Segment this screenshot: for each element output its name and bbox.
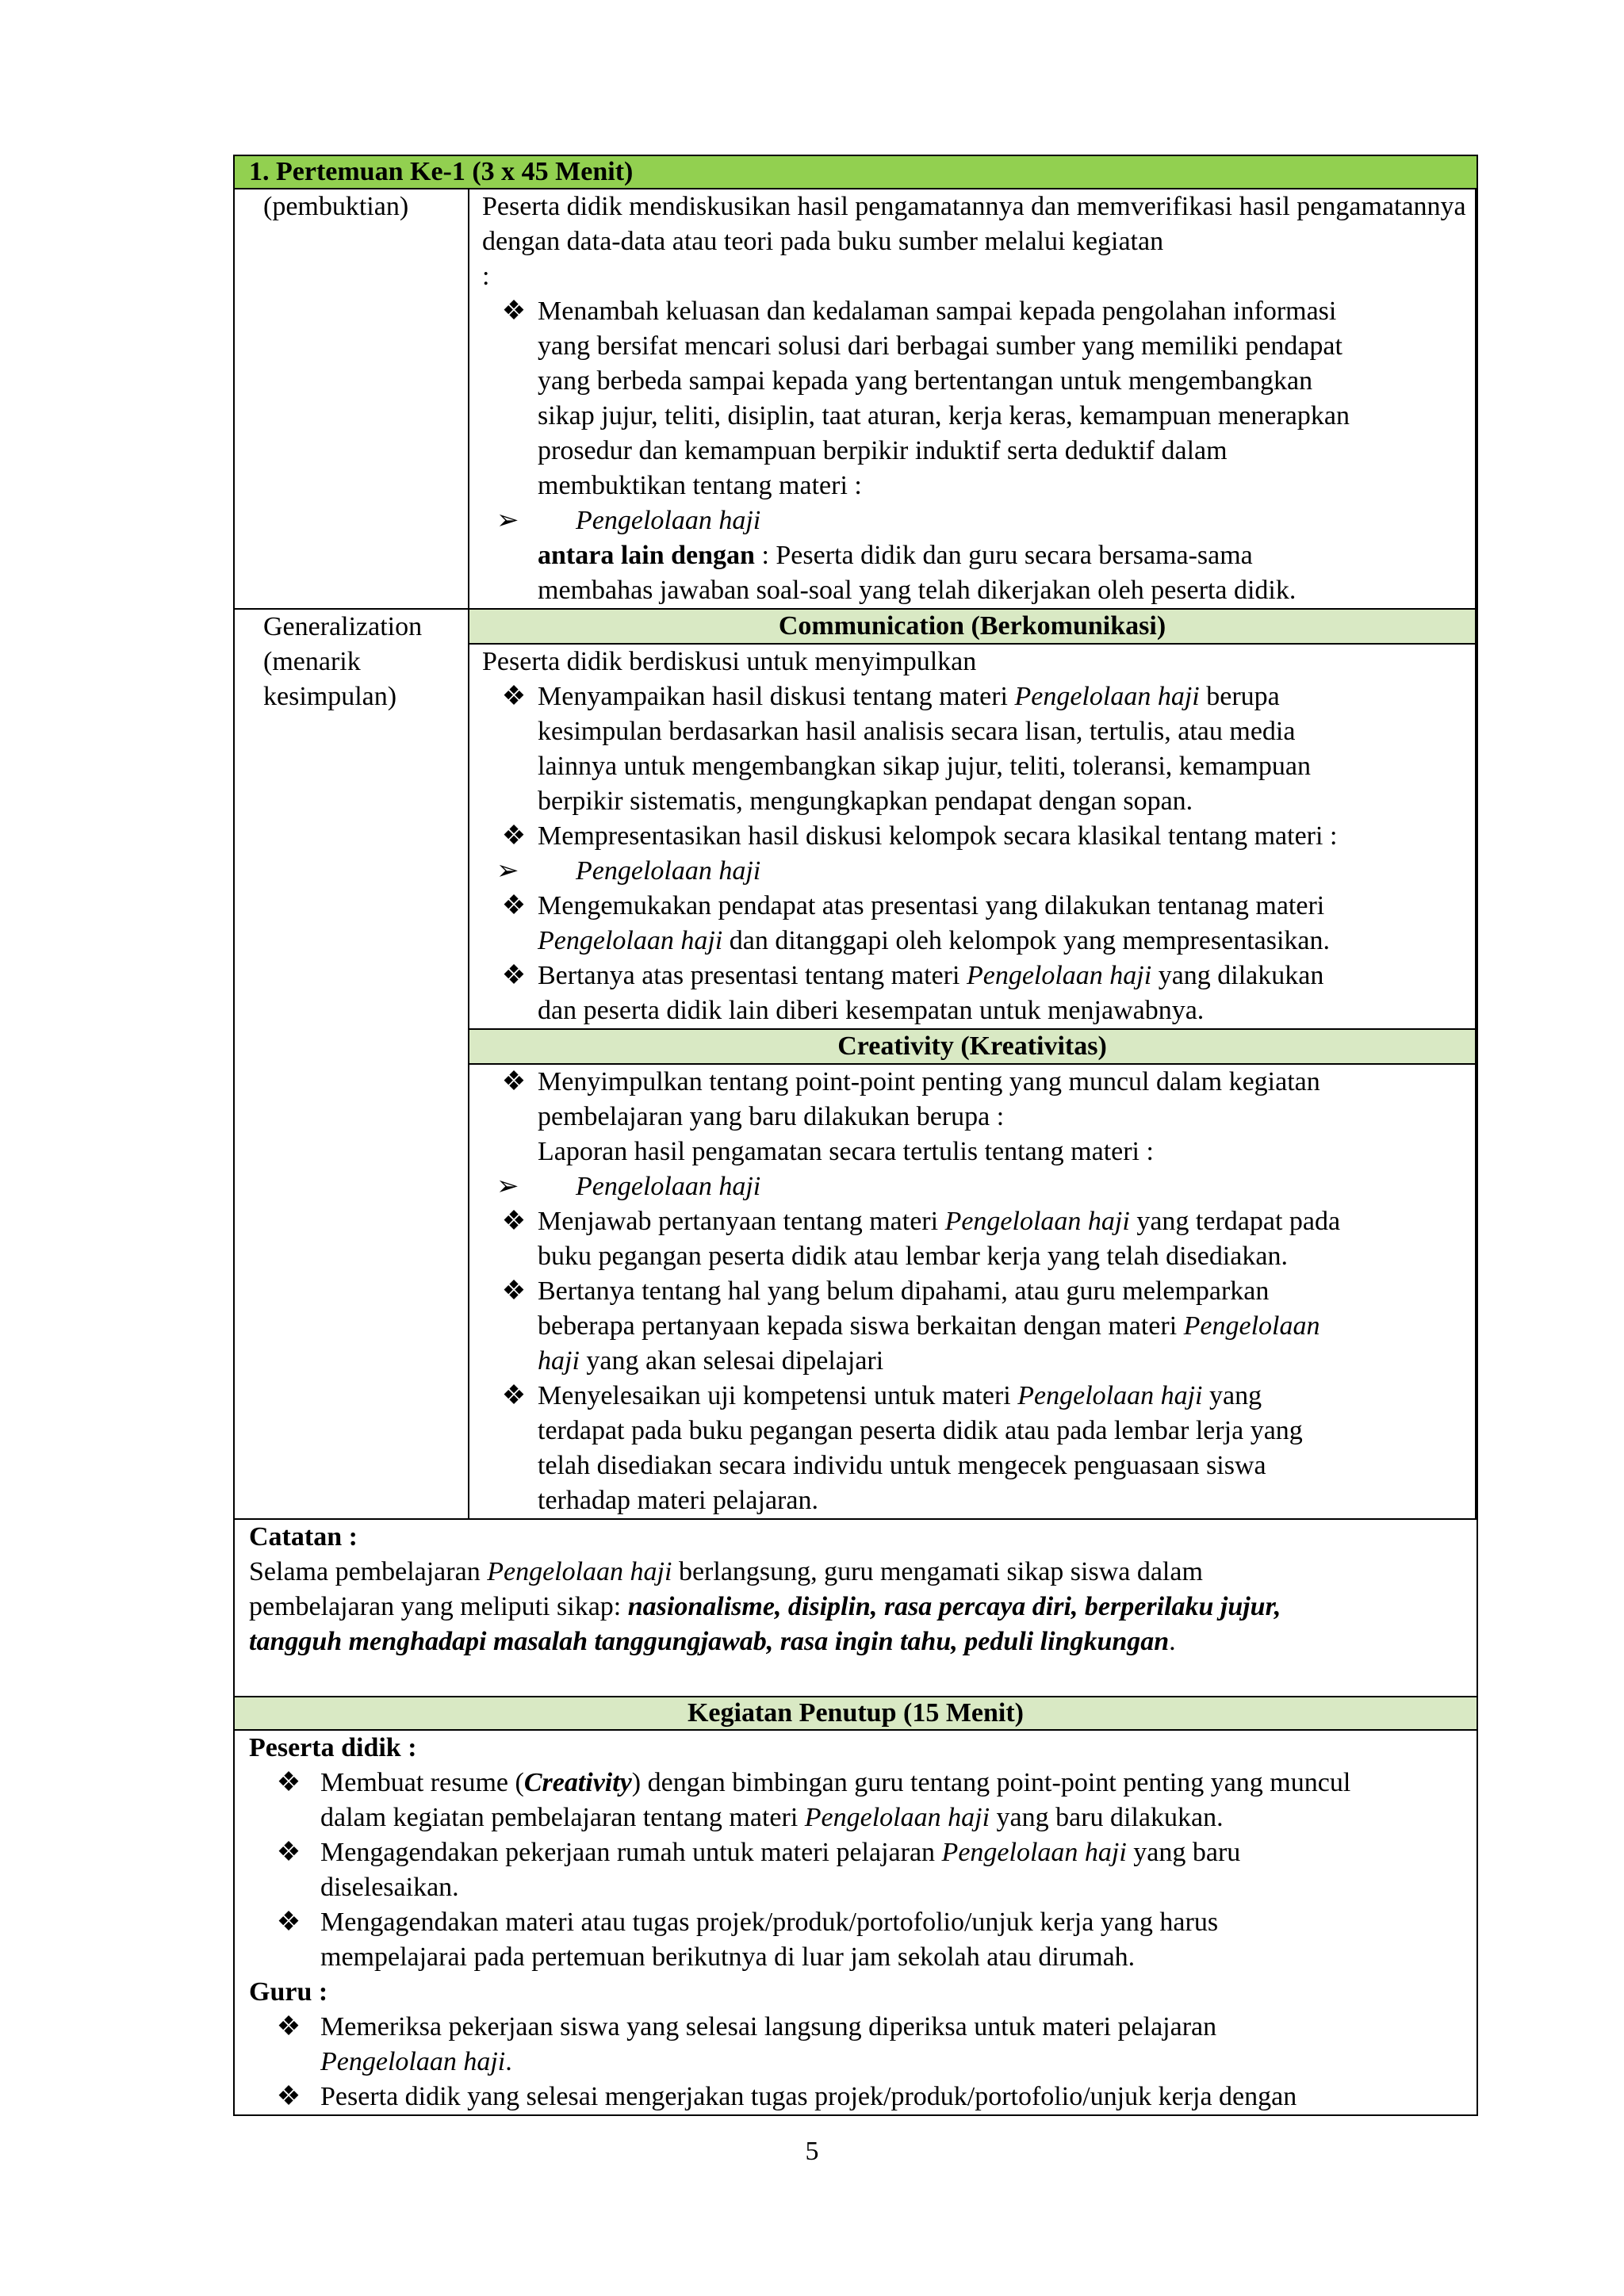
communication-header: Communication (Berkomunikasi) (469, 610, 1475, 645)
list-item: ❖ Mempresentasikan hasil diskusi kelompok secara klasikal tentang materi : (469, 819, 1475, 854)
list-item: ❖ Bertanya tentang hal yang belum dipahami, atau guru melemparkan beberapa pertanyaan kepada siswa berkaitan dengan materi Pengelolaan haji yang akan selesai dipelajari (469, 1274, 1475, 1379)
penutup-section (235, 1731, 1477, 2114)
generalization-row (235, 608, 1477, 1518)
sub-list-item: ➢ Pengelolaan haji (469, 1169, 1475, 1204)
lesson-table-outer (233, 155, 1478, 2116)
bullet-diamond-icon: ❖ (276, 2082, 301, 2111)
penutup-header: Kegiatan Penutup (15 Menit) (235, 1696, 1477, 1731)
list-item: ❖ Mengemukakan pendapat atas presentasi yang dilakukan tentanag materi Pengelolaan haji dan ditanggapi oleh kelompok yang mempresentasikan. (469, 889, 1475, 959)
bullet-diamond-icon: ❖ (501, 821, 527, 851)
arrow-bullet-icon: ➢ (496, 1172, 519, 1201)
bullet-diamond-icon: ❖ (501, 1381, 527, 1410)
bullet-diamond-icon: ❖ (276, 1768, 301, 1797)
lesson-plan-table (233, 155, 1478, 2116)
sub-list-item: ➢ Pengelolaan haji (469, 854, 1475, 889)
generalization-label: Generalization (menarik kesimpulan) (235, 610, 469, 1518)
catatan-section: Catatan : Selama pembelajaran Pengelolaan haji berlangsung, guru mengamati sikap siswa dalam pembelajaran yang meliputi sikap: nasionalisme, disiplin, rasa percaya diri, berperilaku jujur, tangguh menghadapi masalah tanggungjawab, rasa ingin tahu, peduli lingkungan. (235, 1518, 1477, 1696)
generalization-content: Communication (Berkomunikasi) Peserta didik berdiskusi untuk menyimpulkan ❖ Menyampaikan hasil diskusi tentang materi Pengelolaan haji berupa kesimpulan berdasarkan hasil analisis secara lisan, tertulis, atau media lainnya untuk mengembangkan sikap jujur, teliti, toleransi, kemampuan berpikir sistematis, mengungkapkan pendapat dengan sopan. ❖ Mempresentasikan hasil diskusi kelompok secara klasikal tentang materi : ➢ Pengelolaan haji ❖ Mengemukakan pendapat atas presentasi yang dilakukan tentanag materi Pengelolaan haji dan ditanggapi oleh kelompok yang mempresentasikan. ❖ Bertanya atas presentasi tentang materi Pengelolaan haji yang dilakukan dan peserta didik lain diberi kesempatan untuk menjawabnya. Creativity (Kreativitas) ❖ Menyimpulkan tentang point-point penting yang muncul dalam kegiatan pembelajaran yang baru dilakukan berupa : Laporan hasil pengamatan secara tertulis tentang materi : ➢ Pengelolaan haji ❖ Menjawab pertanyaan tentang materi Pengelolaan haji yang terdapat pada buku pegangan peserta didik atau lembar kerja yang telah disediakan. ❖ Bertanya tentang hal yang belum dipahami, atau guru melemparkan beberapa pertanyaan kepada siswa berkaitan dengan materi Pengelolaan haji yang akan selesai dipelajari ❖ Menyelesaikan uji kompetensi untuk materi Pengelolaan haji yang terdapat pada buku pegangan peserta didik atau pada lembar lerja yang telah disediakan secara individu untuk mengecek penguasaan siswa terhadap materi pelajaran. (469, 610, 1477, 1518)
list-item: ❖ Menyimpulkan tentang point-point penting yang muncul dalam kegiatan pembelajaran yang baru dilakukan berupa : Laporan hasil pengamatan secara tertulis tentang materi : (469, 1065, 1475, 1169)
list-item: ❖ Menyampaikan hasil diskusi tentang materi Pengelolaan haji berupa kesimpulan berdasarkan hasil analisis secara lisan, tertulis, atau media lainnya untuk mengembangkan sikap jujur, teliti, toleransi, kemampuan berpikir sistematis, mengungkapkan pendapat dengan sopan. (469, 679, 1475, 819)
list-item: ❖ Menyelesaikan uji kompetensi untuk materi Pengelolaan haji yang terdapat pada buku pegangan peserta didik atau pada lembar lerja yang telah disediakan secara individu untuk mengecek penguasaan siswa terhadap materi pelajaran. (469, 1379, 1475, 1518)
bullet-diamond-icon: ❖ (501, 682, 527, 711)
list-item: ❖ Mengagendakan pekerjaan rumah untuk materi pelajaran Pengelolaan haji yang baru diselesaikan. (249, 1835, 1461, 1905)
peserta-didik-title: Peserta didik : (249, 1733, 417, 1762)
bullet-diamond-icon: ❖ (501, 1276, 527, 1306)
antara-text: antara lain dengan : Peserta didik dan guru secara bersama-sama (538, 541, 1253, 570)
sub-list-item: ➢ Pengelolaan haji (469, 503, 1475, 538)
pembuktian-row (235, 189, 1477, 608)
arrow-bullet-icon: ➢ (496, 856, 519, 886)
list-item: ❖ Menjawab pertanyaan tentang materi Pengelolaan haji yang terdapat pada buku pegangan peserta didik atau lembar kerja yang telah disediakan. (469, 1204, 1475, 1274)
list-item: ❖ Peserta didik yang selesai mengerjakan tugas projek/produk/portofolio/unjuk kerja dengan (249, 2080, 1461, 2114)
list-item: ❖ Memeriksa pekerjaan siswa yang selesai langsung diperiksa untuk materi pelajaran Pengelolaan haji. (249, 2010, 1461, 2080)
meeting-header: 1. Pertemuan Ke-1 (3 x 45 Menit) (235, 156, 1477, 189)
page-number: 5 (805, 2137, 819, 2166)
guru-title: Guru : (249, 1977, 328, 2007)
pembuktian-colon: : (482, 262, 490, 291)
bullet-diamond-icon: ❖ (501, 1067, 527, 1096)
bullet-diamond-icon: ❖ (276, 2012, 301, 2042)
bullet-diamond-icon: ❖ (276, 1838, 301, 1867)
bullet-diamond-icon: ❖ (501, 961, 527, 990)
list-item: ❖ Mengagendakan materi atau tugas projek/produk/portofolio/unjuk kerja yang harus mempelajarai pada pertemuan berikutnya di luar jam sekolah atau dirumah. (249, 1905, 1461, 1975)
list-item: ❖ Menambah keluasan dan kedalaman sampai kepada pengolahan informasi yang bersifat mencari solusi dari berbagai sumber yang memiliki pendapat yang berbeda sampai kepada yang bertentangan untuk mengembangkan sikap jujur, teliti, disiplin, taat aturan, kerja keras, kemampuan menerapkan prosedur dan kemampuan berpikir induktif serta deduktif dalam membuktikan tentang materi : (469, 294, 1475, 503)
list-item: ❖ Bertanya atas presentasi tentang materi Pengelolaan haji yang dilakukan dan peserta didik lain diberi kesempatan untuk menjawabnya. (469, 959, 1475, 1030)
pembuktian-label: (pembuktian) (235, 189, 469, 608)
bullet-diamond-icon: ❖ (501, 297, 527, 326)
bullet-diamond-icon: ❖ (276, 1908, 301, 1937)
arrow-bullet-icon: ➢ (496, 506, 519, 535)
bullet-diamond-icon: ❖ (501, 891, 527, 920)
bullet-diamond-icon: ❖ (501, 1207, 527, 1236)
pembuktian-intro: Peserta didik mendiskusikan hasil pengamatannya dan memverifikasi hasil pengamatannya dengan data-data atau teori pada buku sumber melalui kegiatan (482, 192, 1466, 256)
list-item: ❖ Membuat resume (Creativity) dengan bimbingan guru tentang point-point penting yang muncul dalam kegiatan pembelajaran tentang materi Pengelolaan haji yang baru dilakukan. (249, 1766, 1461, 1835)
pembuktian-content: Peserta didik mendiskusikan hasil pengamatannya dan memverifikasi hasil pengamatannya dengan data-data atau teori pada buku sumber melalui kegiatan : ❖ Menambah keluasan dan kedalaman sampai kepada pengolahan informasi yang bersifat mencari solusi dari berbagai sumber yang memiliki pendapat yang berbeda sampai kepada yang bertentangan untuk mengembangkan sikap jujur, teliti, disiplin, taat aturan, kerja keras, kemampuan menerapkan prosedur dan kemampuan berpikir induktif serta deduktif dalam membuktikan tentang materi : ➢ Pengelolaan haji antara lain dengan : Peserta didik dan guru secara bersama-sama membahas jawaban soal-soal yang telah dikerjakan oleh peserta didik. (469, 189, 1477, 608)
catatan-title: Catatan : (249, 1522, 358, 1552)
creativity-header: Creativity (Kreativitas) (469, 1030, 1475, 1065)
